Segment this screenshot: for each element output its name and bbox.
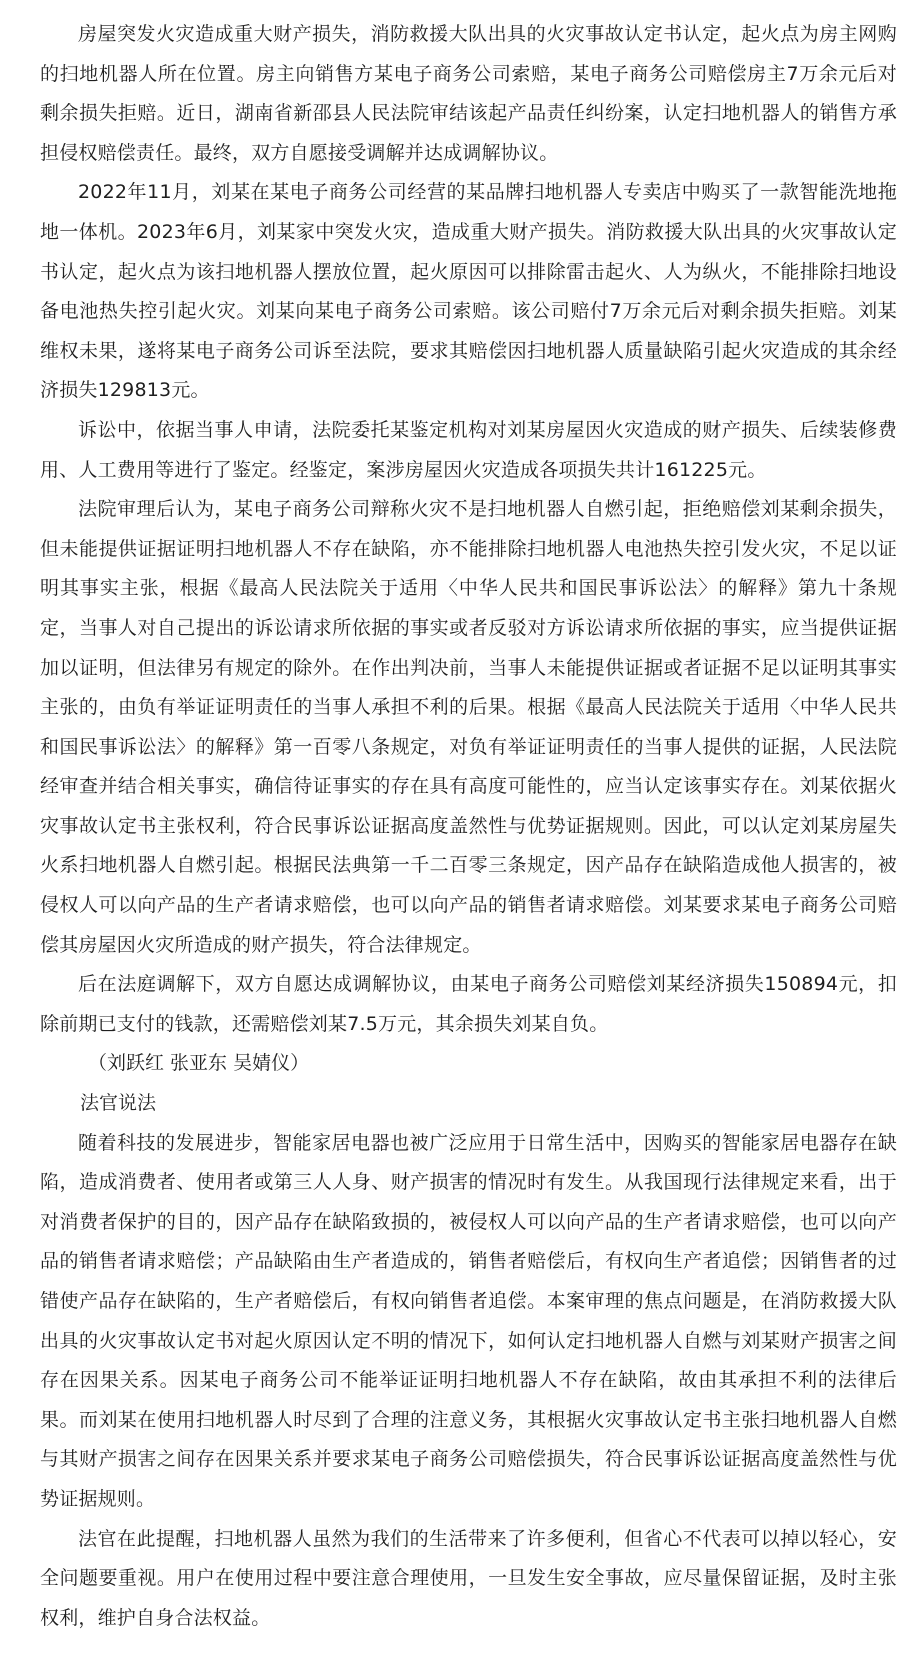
section-heading: 法官说法 xyxy=(80,1092,157,1115)
paragraph-appraisal: 诉讼中，依据当事人申请，法院委托某鉴定机构对刘某房屋因火灾造成的财产损失、后续装修费用、人工费用等进行了鉴定。经鉴定，案涉房屋因火灾造成各项损失共计161225元。 xyxy=(40,418,897,481)
paragraph-case-facts: 2022年11月，刘某在某电子商务公司经营的某品牌扫地机器人专卖店中购买了一款智能洗地拖地一体机。2023年6月，刘某家中突发火灾，造成重大财产损失。消防救援大队出具的火灾事故认定书认定，起火点为该扫地机器人摆放位置，起火原因可以排除雷击起火、人为纵火，不能排除扫地设备电池热失控引起火灾。刘某向某电子商务公司索赔。该公司赔付7万余元后对剩余损失拒赔。刘某维权未果，遂将某电子商务公司诉至法院，要求其赔偿因扫地机器人质量缺陷引起火灾造成的其余经济损失129813元。 xyxy=(40,181,897,402)
paragraph-judge-analysis: 随着科技的发展进步，智能家居电器也被广泛应用于日常生活中，因购买的智能家居电器存在缺陷，造成消费者、使用者或第三人人身、财产损害的情况时有发生。从我国现行法律规定来看，出于对消费者保护的目的，因产品存在缺陷致损的，被侵权人可以向产品的生产者请求赔偿，也可以向产品的销售者请求赔偿；产品缺陷由生产者造成的，销售者赔偿后，有权向生产者追偿；因销售者的过错使产品存在缺陷的，生产者赔偿后，有权向销售者追偿。本案审理的焦点问题是，在消防救援大队出具的火灾事故认定书对起火原因认定不明的情况下，如何认定扫地机器人自燃与刘某财产损害之间存在因果关系。因某电子商务公司不能举证证明扫地机器人不存在缺陷，故由其承担不利的法律后果。而刘某在使用扫地机器人时尽到了合理的注意义务，其根据火灾事故认定书主张扫地机器人自燃与其财产损害之间存在因果关系并要求某电子商务公司赔偿损失，符合民事诉讼证据高度盖然性与优势证据规则。 xyxy=(40,1131,897,1510)
paragraph-court-reasoning: 法院审理后认为，某电子商务公司辩称火灾不是扫地机器人自燃引起，拒绝赔偿刘某剩余损失，但未能提供证据证明扫地机器人不存在缺陷，亦不能排除扫地机器人电池热失控引发火灾，不足以证明其事实主张，根据《最高人民法院关于适用〈中华人民共和国民事诉讼法〉的解释》第九十条规定，当事人对自己提出的诉讼请求所依据的事实或者反驳对方诉讼请求所依据的事实，应当提供证据加以证明，但法律另有规定的除外。在作出判决前，当事人未能提供证据或者证据不足以证明其事实主张的，由负有举证证明责任的当事人承担不利的后果。根据《最高人民法院关于适用〈中华人民共和国民事诉讼法〉的解释》第一百零八条规定，对负有举证证明责任的当事人提供的证据，人民法院经审查并结合相关事实，确信待证事实的存在具有高度可能性的，应当认定该事实存在。刘某依据火灾事故认定书主张权利，符合民事诉讼证据高度盖然性与优势证据规则。因此，可以认定刘某房屋失火系扫地机器人自燃引起。根据民法典第一千二百零三条规定，因产品存在缺陷造成他人损害的，被侵权人可以向产品的生产者请求赔偿，也可以向产品的销售者请求赔偿。刘某要求某电子商务公司赔偿其房屋因火灾所造成的财产损失，符合法律规定。 xyxy=(40,498,897,956)
author-byline: （刘跃红 张亚东 吴婧仪） xyxy=(88,1052,310,1075)
paragraph-intro: 房屋突发火灾造成重大财产损失，消防救援大队出具的火灾事故认定书认定，起火点为房主网购的扫地机器人所在位置。房主向销售方某电子商务公司索赔，某电子商务公司赔偿房主7万余元后对剩余损失拒赔。近日，湖南省新邵县人民法院审结该起产品责任纠纷案，认定扫地机器人的销售方承担侵权赔偿责任。最终，双方自愿接受调解并达成调解协议。 xyxy=(40,23,897,164)
paragraph-judge-reminder: 法官在此提醒，扫地机器人虽然为我们的生活带来了许多便利，但省心不代表可以掉以轻心，安全问题要重视。用户在使用过程中要注意合理使用，一旦发生安全事故，应尽量保留证据，及时主张权利，维护自身合法权益。 xyxy=(40,1527,897,1629)
paragraph-mediation: 后在法庭调解下，双方自愿达成调解协议，由某电子商务公司赔偿刘某经济损失150894元，扣除前期已支付的钱款，还需赔偿刘某7.5万元，其余损失刘某自负。 xyxy=(40,973,897,1035)
